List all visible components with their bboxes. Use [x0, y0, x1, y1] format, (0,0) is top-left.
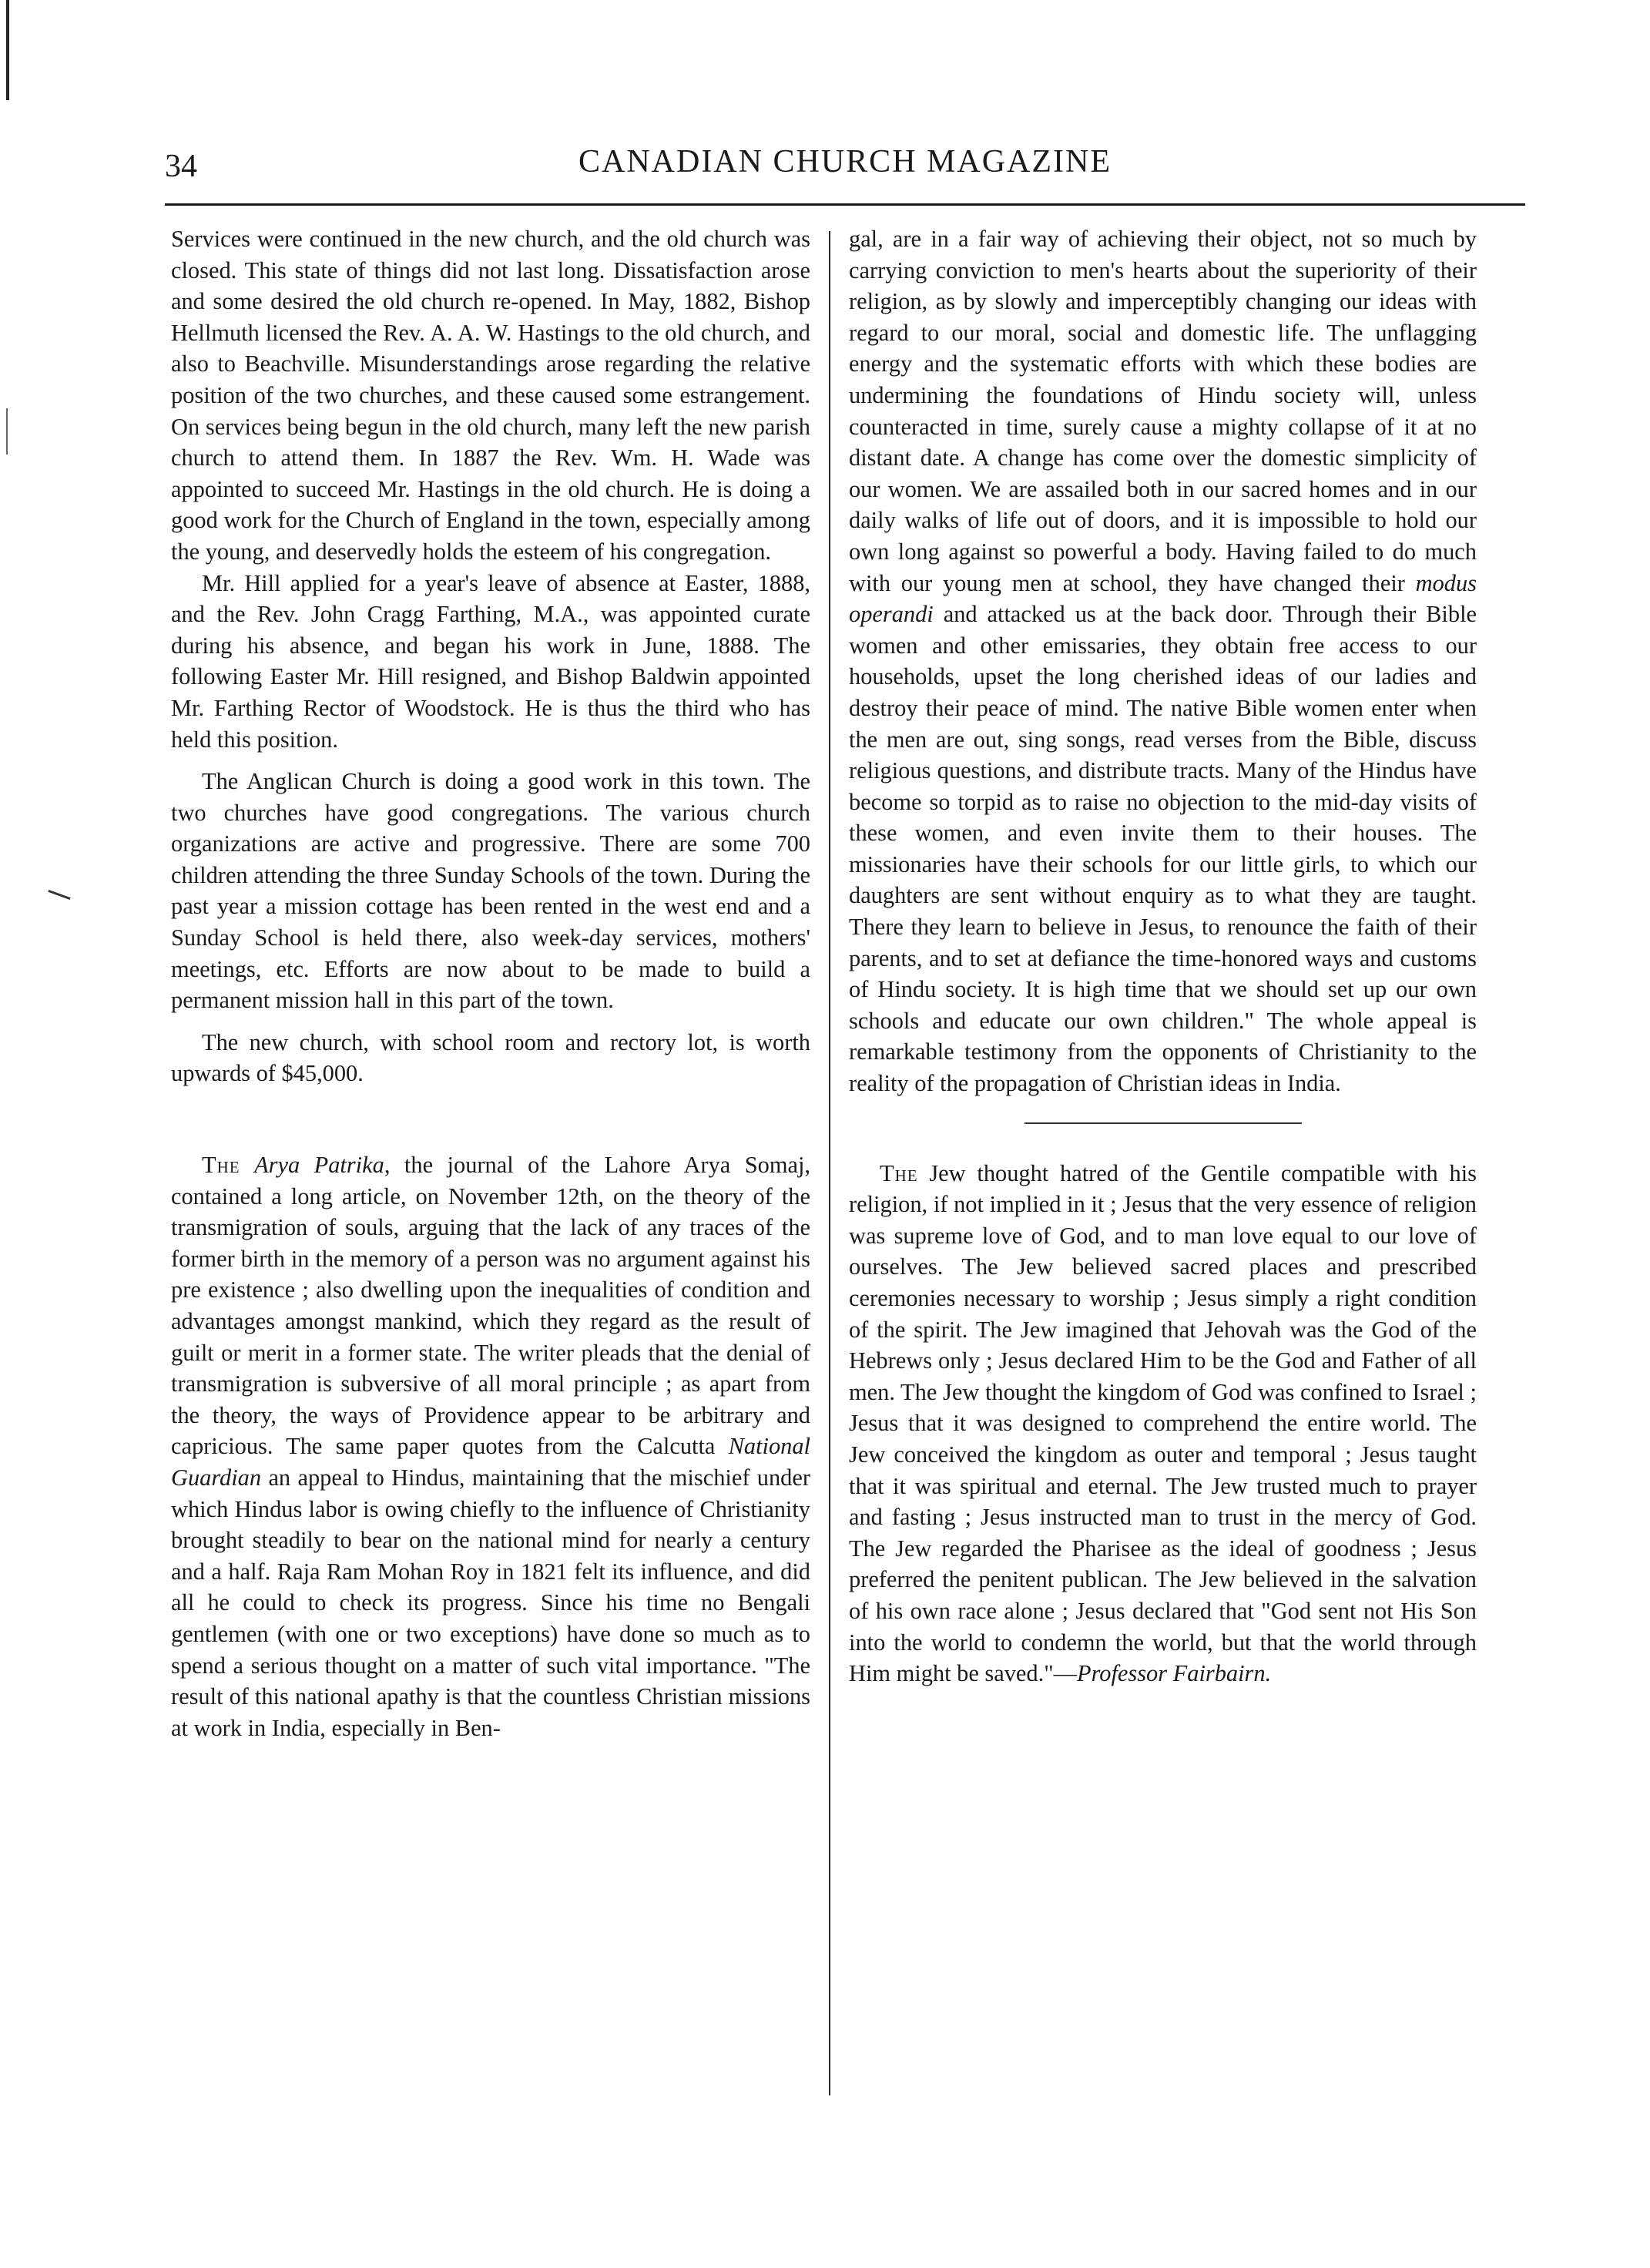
lead-word: The	[202, 1152, 240, 1179]
margin-dash-mark	[48, 890, 70, 900]
paragraph: Mr. Hill applied for a year's leave of absence at Easter, 1888, and the Rev. John Cragg Farthing, M.A., was appointed curate during his absence, and began his work in June, 1888. The following Easter Mr. Hill resigned, and Bishop Baldwin appointed Mr. Farthing Rector of Woodstock. He is thus the third who has held this position.	[171, 569, 810, 753]
paragraph-text: and attacked us at the back door. Through their Bible women and other emissaries, they obtain free access to our households, upset the long cherished ideas of our ladies and destroy their peace of mind. The native Bible women enter when the men are out, sing songs, read verses from the Bible, discuss religious questions, and distribute tracts. Many of the Hindus have become so torpid as to raise no objection to the mid-day visits of these women, and even invite them to their houses. The missionaries have their schools for our little girls, to which our daughters are sent without enquiry as to what they are taught. There they learn to believe in Jesus, to renounce the faith of their parents, and to set at defiance the time-honored ways and customs of Hindu society. It is high time that we should set up our own schools and educate our own children." The whole appeal is remarkable testimony from the opponents of Christianity to the reality of the propagation of Christian ideas in India.	[849, 601, 1477, 1097]
header-rule	[165, 203, 1525, 206]
lead-word: The	[880, 1159, 918, 1186]
latin-term: modus operandi	[849, 569, 1477, 628]
margin-scan-mark	[6, 0, 9, 100]
paragraph-continued	[849, 223, 1477, 1099]
page-header	[165, 143, 1525, 197]
left-column	[171, 223, 810, 1743]
paragraph: The new church, with school room and rectory lot, is worth upwards of $45,000.	[171, 1028, 810, 1087]
paragraph-jew-and-jesus	[849, 1158, 1477, 1689]
column-divider	[829, 231, 830, 2095]
publication-title: National Guardian	[171, 1433, 810, 1491]
paragraph: Services were continued in the new church, and the old church was closed. This state of things did not last long. Dissatisfaction arose and some desired the old church re-opened. In May, 1882, Bishop Hellmuth licensed the Rev. A. A. W. Hastings to the old church, and also to Beachville. Misunderstandings arose regarding the relative position of the two churches, and these caused some estrangement. On services being begun in the old church, many left the new parish church to attend them. In 1887 the Rev. Wm. H. Wade was appointed to succeed Mr. Hastings in the old church. He is doing a good work for the Church of England in the town, especially among the young, and deservedly holds the esteem of his congregation.	[171, 226, 810, 565]
right-column	[849, 223, 1477, 1689]
paragraph-text: an appeal to Hindus, maintaining that the mischief under which Hindus labor is owing chiefly to the influence of Christianity brought steadily to bear on the national mind for nearly a century and a half. Raja Ram Mohan Roy in 1821 felt its influence, and did all he could to check its progress. Since his time no Bengali gentlemen (with one or two exceptions) have done so much as to spend a serious thought on a matter of such vital importance. "The result of this national apathy is that the countless Christian missions at work in India, especially in Ben-	[171, 1464, 810, 1741]
margin-scan-mark	[6, 408, 8, 455]
page-number: 34	[165, 149, 197, 184]
running-title: CANADIAN CHURCH MAGAZINE	[579, 144, 1112, 179]
paragraph-text: Jew thought hatred of the Gentile compatible with his religion, if not implied in it ; Jesus that the very essence of religion was supreme love of God, and to man love equal to our love of ourselves. The Jew believed sacred places and prescribed ceremonies necessary to worship ; Jesus simply a right condition of the spirit. The Jew imagined that Jehovah was the God of the Hebrews only ; Jesus declared Him to be the God and Father of all men. The Jew thought the kingdom of God was confined to Israel ; Jesus that it was designed to comprehend the entire world. The Jew conceived the kingdom as outer and temporal ; Jesus taught that it was spiritual and eternal. The Jew trusted much to prayer and fasting ; Jesus instructed man to trust in the mercy of God. The Jew regarded the Pharisee as the ideal of goodness ; Jesus preferred the penitent publican. The Jew believed in the salvation of his own race alone ; Jesus declared that "God sent not His Son into the world to condemn the world, but that the world through Him might be saved."—	[849, 1159, 1477, 1687]
author-attribution: Professor Fairbairn.	[1077, 1660, 1272, 1687]
paragraph: The Anglican Church is doing a good work in this town. The two churches have good congregations. The various church organizations are active and progressive. There are some 700 children attending the three Sunday Schools of the town. During the past year a mission cottage has been rented in the west end and a Sunday School is held there, also week-day services, mothers' meetings, etc. Efforts are now about to be made to build a permanent mission hall in this part of the town.	[171, 768, 810, 1014]
paragraph-arya-patrika	[171, 1149, 810, 1743]
paragraph-text: , the journal of the Lahore Arya Somaj, contained a long article, on November 12th, on the theory of the transmigration of souls, arguing that the lack of any traces of the former birth in the memory of a person was no argument against his pre existence ; also dwelling upon the inequalities of condition and advantages amongst mankind, which they regard as the result of guilt or merit in a former state. The writer pleads that the denial of transmigration is subversive of all moral principle ; as apart from the theory, the ways of Providence appear to be arbitrary and capricious. The same paper quotes from the Calcutta	[171, 1152, 810, 1460]
paragraph-text: gal, are in a fair way of achieving their object, not so much by carrying conviction to men's hearts about the superiority of their religion, as by slowly and imperceptibly changing our ideas with regard to our moral, social and domestic life. The unflagging energy and the systematic efforts with which these bodies are undermining the foundations of Hindu society will, unless counteracted in time, surely cause a mighty collapse of it at no distant date. A change has come over the domestic simplicity of our women. We are assailed both in our sacred homes and in our daily walks of life out of doors, and it is impossible to hold our own long against so powerful a body. Having failed to do much with our young men at school, they have changed their	[849, 226, 1477, 596]
section-divider	[1025, 1122, 1302, 1124]
publication-title: Arya Patrika	[254, 1152, 384, 1179]
